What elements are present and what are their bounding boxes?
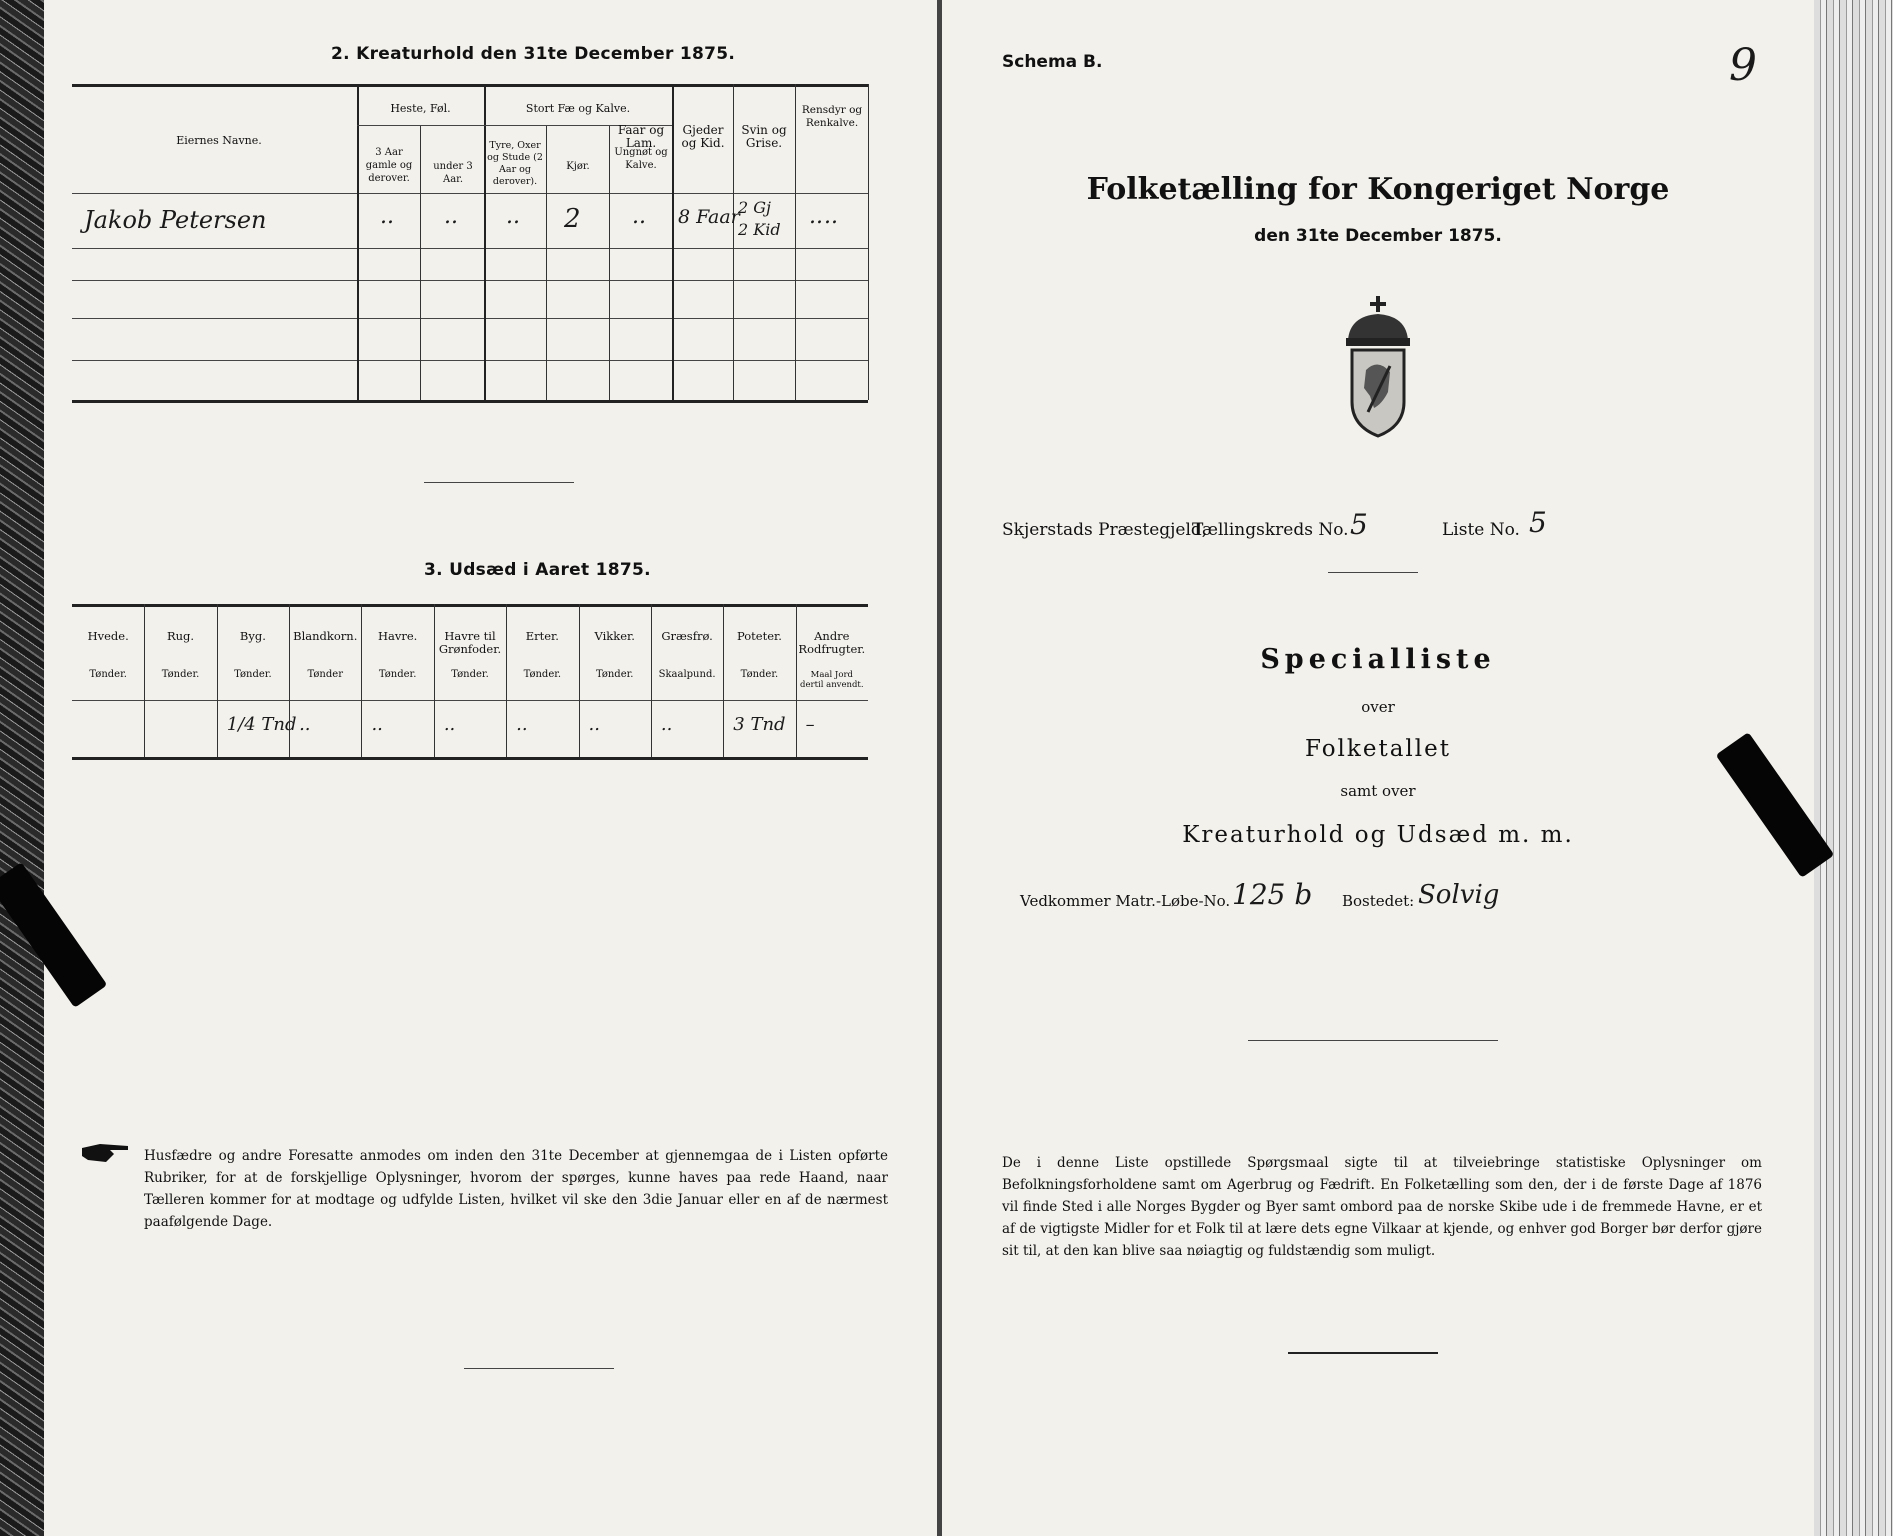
census-date: den 31te December 1875. [1254,226,1502,246]
col-young-header: Ungnøt og Kalve. [614,147,668,171]
col-sheep-header: Faar og Lam. [617,123,665,150]
table3-col-divider [506,604,507,757]
col-unit: Tønder. [523,669,562,680]
table3-col-divider [579,604,580,757]
table3-col-divider [144,604,145,757]
col-reindeer-header: Rensdyr og Renkalve. [801,104,863,129]
seed-value: 1/4 Tnd [226,714,297,735]
table2-col-divider [546,125,547,400]
val-young: .. [632,204,646,229]
seed-value: – [805,714,815,735]
val-cows: 2 [564,204,581,234]
list-value: 5 [1529,506,1547,539]
table3-col-divider [217,604,218,757]
separator-rule [1248,1040,1498,1041]
col-unit: Tønder. [161,669,200,680]
col-unit: Tønder [307,669,343,680]
table3-bottom-rule [72,757,868,760]
cattle-group-header: Stort Fæ og Kalve. [525,102,631,115]
seed-value: .. [443,714,456,735]
table3-col-divider [289,604,290,757]
col-unit: Tønder. [595,669,634,680]
table2-header-rule [72,193,868,194]
table3-col-divider [651,604,652,757]
col-goats-header: Gjeder og Kid. [681,123,725,150]
col-pigs-header: Svin og Grise. [741,123,787,150]
coat-of-arms-icon [1330,292,1426,440]
owner-name: Jakob Petersen [84,206,267,234]
col-header: Hvede. [87,629,129,643]
val-goats-1: 2 Gj [738,198,772,217]
samt-over-text: samt over [1340,782,1416,800]
section3-title: 3. Udsæd i Aaret 1875. [424,560,651,580]
table2-col-divider [420,125,421,400]
table3-col-divider [796,604,797,757]
col-bulls-header: Tyre, Oxer og Stude (2 Aar og derover). [487,140,543,187]
footer-text: De i denne Liste opstillede Spørgsmaal sigte til at tilveiebringe statistiske Oplysninger om Befolkningsforholdene samt om Agerbrug og Fædrift. En Folketælling som den, der i de første Dage af 1876 vil finde Sted i alle Norges Bygder og Byer samt ombord paa de norske Skibe ude i de fremmede Havne, er et af de vigtigste Midler for et Folk til at lære dets egne Vilkaar at kjende, og enhver god Borger bør derfor gjøre sit til, at den kan blive saa nøiagtig og fuldstændig som muligt. [1002,1155,1762,1259]
matr-value: 125 b [1232,878,1313,911]
seed-value: .. [371,714,383,735]
col-header: Havre til Grønfoder. [438,629,502,656]
table2-row-rule [72,280,868,281]
matr-label: Vedkommer Matr.-Løbe-No. [1020,892,1231,910]
right-page [942,0,1814,1536]
district-label: Tællingskreds No. [1192,520,1349,540]
table2-row-rule [72,248,868,249]
table3-top-rule [72,604,868,607]
col-unit: Tønder. [740,669,779,680]
table2-bottom-rule [72,400,868,403]
col-cows-header: Kjør. [566,161,590,172]
col-horses-under3-header: under 3 Aar. [433,161,473,185]
val-reindeer: .. [824,204,838,229]
col-header: Byg. [239,629,266,643]
schema-label: Schema B. [1002,52,1103,72]
seed-value: .. [660,714,673,735]
page-number: 9 [1729,40,1757,91]
col-unit: Maal Jord dertil anvendt. [800,670,864,690]
val-goats-2: 2 Kid [738,220,781,239]
section2-title: 2. Kreaturhold den 31te December 1875. [331,44,736,64]
footer-rule [464,1368,614,1369]
table3-header-rule [72,700,868,701]
col-horses-3plus-header: 3 Aar gamle og derover. [365,147,413,184]
col-unit: Tønder. [234,669,272,680]
separator-rule [1328,572,1418,573]
table2-top-rule [72,84,868,87]
col-header: Andre Rodfrugter. [798,629,866,656]
table3-col-divider [723,604,724,757]
bosted-label: Bostedet: [1342,892,1415,910]
bosted-value: Solvig [1418,880,1500,910]
col-header: Erter. [525,629,559,643]
list-label: Liste No. [1442,520,1520,540]
table2-col-divider [795,84,796,400]
special-title: Specialliste [1260,644,1496,675]
book-edge-left [0,0,44,1536]
col-header: Græsfrø. [661,629,713,643]
val-pigs: .. [809,204,823,229]
over-text: over [1361,698,1395,716]
pointing-hand-icon [80,1138,132,1166]
book-edge-right [1814,0,1893,1536]
col-header: Poteter. [736,629,782,643]
col-header: Havre. [377,629,418,643]
table3-col-divider [434,604,435,757]
col-unit: Tønder. [89,669,127,680]
footer-rule [1288,1352,1438,1354]
kreaturhold-text: Kreaturhold og Udsæd m. m. [1182,822,1574,848]
district-value: 5 [1350,508,1368,541]
col-unit: Tønder. [451,669,489,680]
separator-rule [424,482,574,483]
notice-text: Husfædre og andre Foresatte anmodes om inden den 31te December at gjennemgaa de i Listen opførte Rubriker, for at de forskjellige Oplysninger, hvorom der spørges, kunne haves paa rede Haand, naar Tælleren kommer for at modtage og udfylde Listen, hvilket vil ske den 3die Januar eller en af de nærmest paafølgende Dage. [144,1148,888,1230]
col-unit: Tønder. [378,669,417,680]
col-owner-header: Eiernes Navne. [176,134,262,147]
seed-value: .. [299,714,311,735]
main-title: Folketælling for Kongeriget Norge [1086,172,1670,207]
val-horses-3plus: .. [380,204,394,229]
val-horses-under3: .. [444,204,458,229]
parish-label: Skjerstads Præstegjeld, [1002,520,1208,540]
seed-value: .. [588,714,600,735]
table2-col-divider [357,84,359,400]
col-header: Rug. [166,629,195,643]
val-bulls: .. [506,204,520,229]
seed-value: .. [516,714,528,735]
seed-value: 3 Tnd [733,714,786,735]
table3-col-divider [361,604,362,757]
table2-col-divider [868,84,869,400]
table2-row-rule [72,318,868,319]
left-page [44,0,939,1536]
table2-col-divider [609,125,610,400]
horses-group-header: Heste, Føl. [390,102,451,115]
col-unit: Skaalpund. [658,669,716,680]
val-sheep: 8 Faar [678,206,740,228]
folketallet-text: Folketallet [1305,736,1451,762]
table2-col-divider [484,84,486,400]
table2-row-rule [72,360,868,361]
col-header: Blandkorn. [293,629,358,643]
col-header: Vikker. [594,629,635,643]
